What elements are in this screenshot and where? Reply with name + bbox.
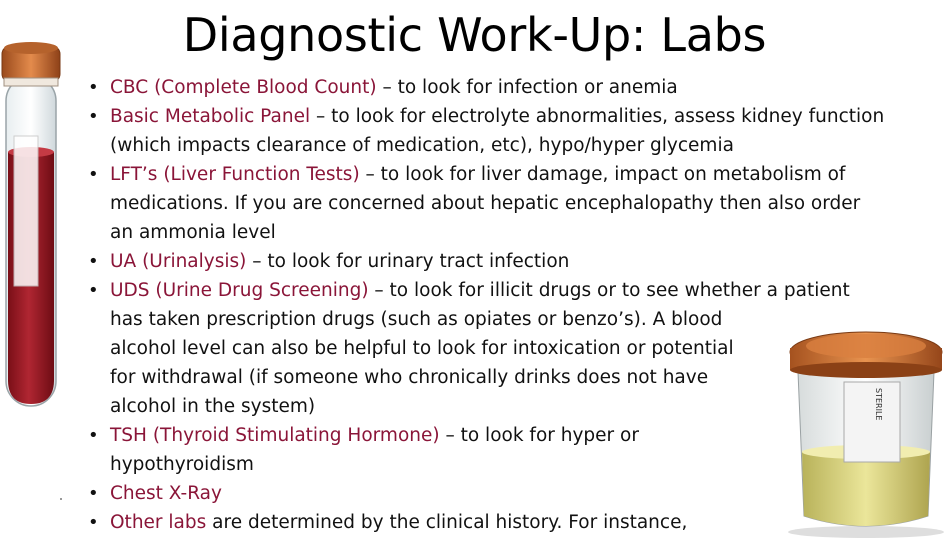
bullet-tsh bbox=[86, 421, 936, 479]
term-cbc: CBC (Complete Blood Count) bbox=[110, 77, 377, 98]
bullet-text: are determined by the clinical history. For instance, bbox=[206, 512, 688, 533]
bullet-cbc bbox=[86, 73, 936, 102]
bullet-text: – to look for liver damage, impact on metabolism of bbox=[359, 164, 846, 185]
slide-title: Diagnostic Work-Up: Labs bbox=[182, 8, 767, 62]
bullet-text: alcohol level can also be helpful to look for intoxication or potential bbox=[110, 338, 734, 359]
cup-label: STERILE bbox=[874, 388, 883, 421]
bullet-glyph: • bbox=[88, 164, 99, 185]
bullet-glyph: • bbox=[88, 425, 99, 446]
bullet-text: – to look for infection or anemia bbox=[376, 77, 678, 98]
bullet-glyph: • bbox=[88, 77, 99, 98]
bullet-text: an ammonia level bbox=[110, 222, 276, 243]
bullet-glyph: • bbox=[88, 483, 99, 504]
bullet-text: has taken prescription drugs (such as opiates or benzo’s). A blood bbox=[110, 309, 723, 330]
bullet-text: – to look for illicit drugs or to see whether a patient bbox=[368, 280, 850, 301]
bullet-glyph: • bbox=[88, 512, 99, 533]
bullet-text: – to look for electrolyte abnormalities, assess kidney function bbox=[310, 106, 885, 127]
bullet-text: for withdrawal (if someone who chronically drinks does not have bbox=[110, 367, 709, 388]
term-chest-xray: Chest X-Ray bbox=[110, 483, 222, 504]
term-tsh: TSH (Thyroid Stimulating Hormone) bbox=[110, 425, 440, 446]
term-other-labs: Other labs bbox=[110, 512, 207, 533]
term-bmp: Basic Metabolic Panel bbox=[110, 106, 311, 127]
bullet-other-labs bbox=[86, 508, 936, 537]
bullet-glyph: • bbox=[88, 280, 99, 301]
bullet-chest-xray bbox=[86, 479, 936, 508]
term-uds: UDS (Urine Drug Screening) bbox=[110, 280, 369, 301]
bullet-uds bbox=[86, 276, 936, 421]
bullet-text: hypothyroidism bbox=[110, 454, 254, 475]
bullet-text: medications. If you are concerned about hepatic encephalopathy then also order bbox=[110, 193, 861, 214]
bullet-text: alcohol in the system) bbox=[110, 396, 316, 417]
lab-bullet-list bbox=[86, 73, 936, 537]
speck-dot bbox=[60, 498, 62, 500]
term-ua: UA (Urinalysis) bbox=[110, 251, 247, 272]
term-lft: LFT’s (Liver Function Tests) bbox=[110, 164, 360, 185]
bullet-text: – to look for urinary tract infection bbox=[246, 251, 570, 272]
bullet-glyph: • bbox=[88, 251, 99, 272]
bullet-lft bbox=[86, 160, 936, 247]
bullet-ua bbox=[86, 247, 936, 276]
bullet-bmp bbox=[86, 102, 936, 160]
blood-tube-icon bbox=[0, 40, 70, 420]
bullet-text: (which impacts clearance of medication, etc), hypo/hyper glycemia bbox=[110, 135, 734, 156]
bullet-text: – to look for hyper or bbox=[439, 425, 639, 446]
bullet-glyph: • bbox=[88, 106, 99, 127]
